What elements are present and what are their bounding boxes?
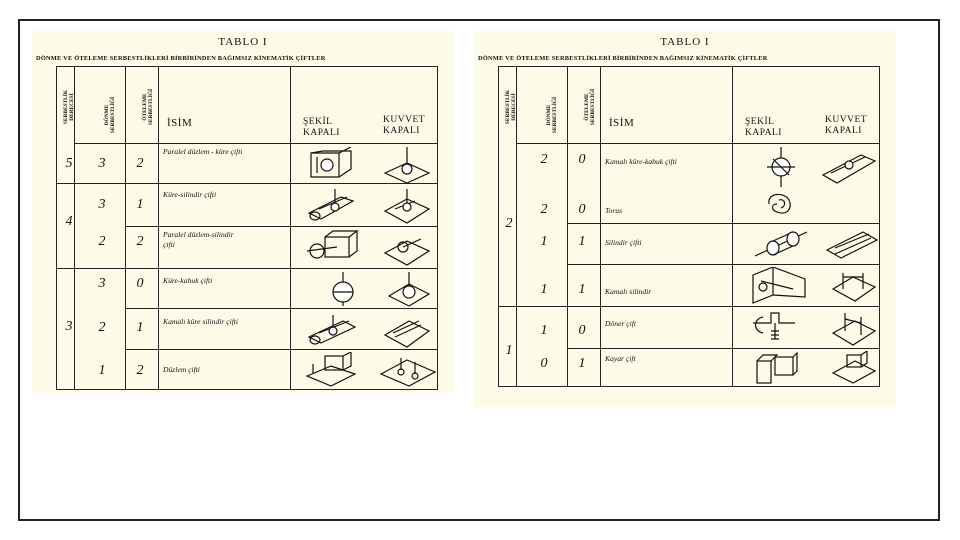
row-divider bbox=[567, 348, 879, 349]
prismatic-pair-icon bbox=[753, 351, 799, 385]
header-translation: ÖTELEME SERBESTLİĞİ bbox=[584, 88, 596, 126]
cell-dof: 1 bbox=[505, 343, 513, 358]
header-dof: SERBESTLİK DERECESİ bbox=[63, 89, 75, 125]
cell-translation: 0 bbox=[578, 323, 586, 338]
table-left-panel bbox=[32, 31, 454, 393]
row-divider bbox=[125, 308, 437, 309]
cell-rotation: 3 bbox=[98, 197, 106, 212]
row-divider bbox=[74, 143, 437, 144]
table-subtitle: DÖNME VE ÖTELEME SERBESTLİKLERİ BİRBİRİNDEN BAĞIMSIZ KİNEMATİK ÇİFTLER bbox=[36, 55, 326, 62]
header-translation: ÖTELEME SERBESTLİĞİ bbox=[142, 88, 154, 126]
cell-dof: 4 bbox=[65, 214, 73, 229]
cell-translation: 1 bbox=[578, 356, 586, 371]
header-shape-closed: ŞEKİL KAPALI bbox=[745, 117, 782, 138]
cell-rotation: 0 bbox=[540, 356, 548, 371]
plane-sphere-pair-icon bbox=[303, 147, 363, 183]
row-divider bbox=[516, 143, 879, 144]
table-title: TABLO I bbox=[218, 36, 268, 48]
col-divider bbox=[158, 66, 159, 389]
cylinder-pair-force-icon bbox=[825, 226, 879, 262]
cell-pair-name: Kamalı küre silindir çifti bbox=[163, 317, 239, 326]
cell-rotation: 2 bbox=[98, 234, 106, 249]
cell-rotation: 3 bbox=[98, 156, 106, 171]
cell-translation: 2 bbox=[136, 363, 144, 378]
keyed-sphere-cylinder-force-icon bbox=[381, 311, 433, 349]
plane-pair-icon bbox=[303, 352, 367, 388]
cell-pair-name: Düzlem çifti bbox=[163, 365, 200, 374]
row-divider bbox=[567, 264, 879, 265]
header-rotation: DÖNME SERBESTLİĞİ bbox=[546, 96, 558, 134]
header-name: İSİM bbox=[609, 117, 635, 129]
cell-translation: 2 bbox=[136, 156, 144, 171]
cell-pair-name: Paralel düzlem - küre çifti bbox=[163, 147, 243, 156]
cell-dof: 5 bbox=[65, 156, 73, 171]
row-divider bbox=[499, 306, 879, 307]
cell-pair-name: Paralel düzlem-silindir çifti bbox=[163, 230, 234, 249]
keyed-cylinder-force-icon bbox=[829, 267, 879, 303]
plane-cylinder-pair-icon bbox=[303, 229, 363, 267]
header-force-closed: KUVVET KAPALI bbox=[825, 115, 868, 136]
sphere-cylinder-force-icon bbox=[381, 187, 433, 225]
cell-rotation: 2 bbox=[98, 320, 106, 335]
col-divider bbox=[567, 66, 568, 386]
plane-cylinder-force-icon bbox=[381, 229, 433, 267]
cell-rotation: 1 bbox=[540, 234, 548, 249]
sphere-shell-pair-icon bbox=[323, 272, 363, 306]
header-rotation: DÖNME SERBESTLİĞİ bbox=[104, 96, 116, 134]
cell-rotation: 1 bbox=[540, 282, 548, 297]
cell-pair-name: Kamalı küre-kabuk çifti bbox=[605, 157, 677, 166]
prismatic-pair-force-icon bbox=[829, 351, 879, 385]
cell-rotation: 1 bbox=[98, 363, 106, 378]
torus-icon bbox=[761, 190, 801, 220]
cell-rotation: 2 bbox=[540, 152, 548, 167]
row-divider bbox=[125, 349, 437, 350]
cell-pair-name: Silindir çifti bbox=[605, 238, 642, 247]
row-divider bbox=[57, 268, 437, 269]
cell-translation: 0 bbox=[136, 276, 144, 291]
table-title: TABLO I bbox=[660, 36, 710, 48]
header-force-closed: KUVVET KAPALI bbox=[383, 115, 426, 136]
cell-dof: 2 bbox=[505, 216, 513, 231]
col-divider bbox=[290, 66, 291, 389]
revolute-pair-icon bbox=[749, 309, 799, 347]
cylinder-pair-icon bbox=[751, 226, 813, 262]
keyed-cylinder-icon bbox=[749, 267, 811, 305]
revolute-pair-force-icon bbox=[829, 309, 879, 347]
header-dof: SERBESTLİK DERECESİ bbox=[505, 89, 517, 125]
header-name: İSİM bbox=[167, 117, 193, 129]
table-top-border bbox=[56, 66, 438, 67]
plane-pair-force-icon bbox=[379, 352, 437, 388]
keyed-sphere-shell-force-icon bbox=[819, 149, 879, 187]
sphere-cylinder-pair-icon bbox=[303, 187, 363, 225]
table-right-panel bbox=[474, 31, 896, 407]
col-divider bbox=[732, 66, 733, 386]
cell-rotation: 1 bbox=[540, 323, 548, 338]
col-divider bbox=[600, 66, 601, 386]
keyed-sphere-cylinder-icon bbox=[303, 311, 363, 349]
cell-pair-name: Küre-silindir çifti bbox=[163, 190, 217, 199]
cell-translation: 0 bbox=[578, 152, 586, 167]
cell-translation: 1 bbox=[136, 320, 144, 335]
cell-translation: 1 bbox=[136, 197, 144, 212]
row-divider bbox=[567, 223, 879, 224]
cell-translation: 2 bbox=[136, 234, 144, 249]
row-divider bbox=[125, 226, 437, 227]
cell-pair-name: Torus bbox=[605, 206, 623, 215]
cell-dof: 3 bbox=[65, 319, 73, 334]
cell-pair-name: Küre-kabuk çifti bbox=[163, 276, 213, 285]
cell-pair-name: Döner çift bbox=[605, 319, 637, 328]
cell-translation: 1 bbox=[578, 282, 586, 297]
row-divider bbox=[57, 183, 437, 184]
cell-rotation: 2 bbox=[540, 202, 548, 217]
cell-pair-name: Kayar çift bbox=[605, 354, 636, 363]
keyed-sphere-shell-icon bbox=[761, 147, 801, 187]
cell-translation: 1 bbox=[578, 234, 586, 249]
cell-rotation: 3 bbox=[98, 276, 106, 291]
kinematic-pairs-table bbox=[56, 66, 438, 390]
cell-pair-name: Kamalı silindir bbox=[605, 287, 652, 296]
kinematic-pairs-table bbox=[498, 66, 880, 387]
sphere-shell-force-icon bbox=[385, 272, 433, 308]
col-divider bbox=[125, 66, 126, 389]
plane-sphere-force-icon bbox=[381, 147, 433, 185]
table-top-border bbox=[498, 66, 880, 67]
table-subtitle: DÖNME VE ÖTELEME SERBESTLİKLERİ BİRBİRİNDEN BAĞIMSIZ KİNEMATİK ÇİFTLER bbox=[478, 55, 768, 62]
cell-translation: 0 bbox=[578, 202, 586, 217]
header-shape-closed: ŞEKİL KAPALI bbox=[303, 117, 340, 138]
